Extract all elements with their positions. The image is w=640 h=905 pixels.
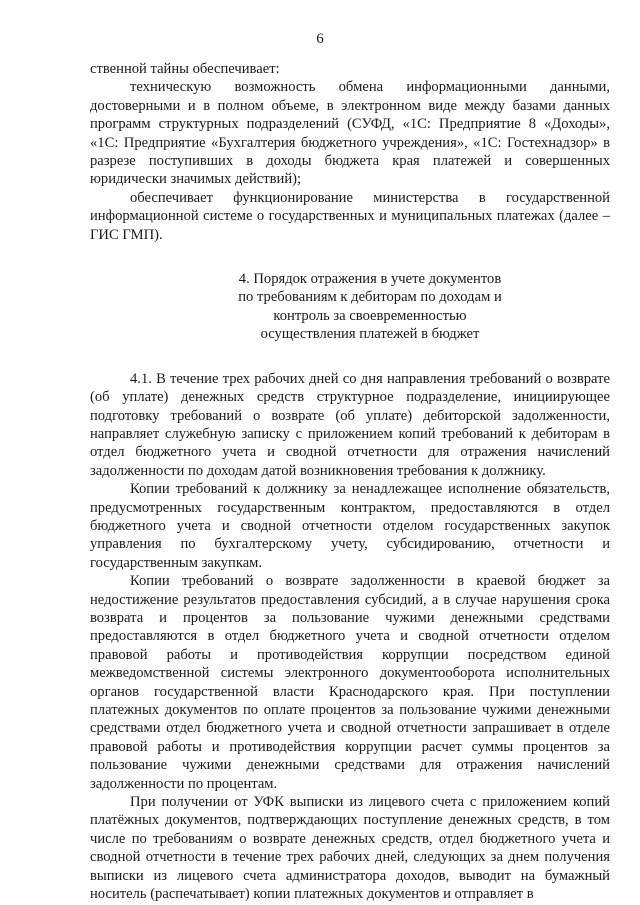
paragraph-continuation: ственной тайны обеспечивает: bbox=[90, 61, 280, 77]
paragraph-4-1: 4.1. В течение трех рабочих дней со дня направления требований о возврате (об уплате) денежных средств структурное подразделение, инициирующее подготовку требований о возврате (об уплате) дебиторской задолженности, направляет служебную записку с приложением копий требований к дебиторам в отдел бюджетного учета и сводной отчетности для отражения начислений задолженности по доходам датой возникновения требования к должнику. bbox=[90, 370, 610, 479]
paragraph-subsidy-requirements: Копии требований о возврате задолженности в краевой бюджет за недостижение результатов предоставления субсидий, а в случае нарушения срока возврата и процентов за пользование чужими денежными средствами предоставляются в отдел бюджетного учета и сводной отчетности отделом правовой работы и противодействия коррупции посредством единой межведомственной системы электронного документооборота исполнительных органов государственной власти Краснодарского края. При поступлении платежных документов по оплате процентов за пользование чужими денежными средствами отдел бюджетного учета и сводной отчетности запрашивает в отделе правовой работы и противодействия коррупции расчет суммы процентов за пользование чужими денежными средствами для отражения начислений задолженности по процентам. bbox=[90, 573, 610, 792]
paragraph-ufk-statement: При получении от УФК выписки из лицевого счета с приложением копий платёжных документов, подтверждающих поступление денежных средств, в том числе по требованиям о возврате денежных средств, отдел бюджетного учета и сводной отчетности в течение трех рабочих дней, следующих за днем получения выписки из лицевого счета администратора доходов, выводит на бумажный носитель (распечатывает) копии платежных документов и отправляет в bbox=[90, 794, 610, 903]
section-heading: 4. Порядок отражения в учете документов по требованиям к дебиторам по доходам и контроль за своевременностью осуществления платежей в бюджет bbox=[238, 271, 502, 343]
paragraph-gis-gmp: обеспечивает функционирование министерства в государственной информационной системе о государственных и муниципальных платежах (далее – ГИС ГМП). bbox=[90, 189, 610, 243]
paragraph-technical-capability: техническую возможность обмена информационными данными, достоверными и в полном объеме, в электронном виде между базами данных программ структурных подразделений (СУФД, «1С: Предприятие 8 «Доходы», «1С: Предприятие «Бухгалтерия бюджетного учреждения», «1С: Гостехнадзор» в разрезе поступивших в доходы бюджета края платежей и совершенных юридически значимых действий); bbox=[90, 79, 610, 188]
page-number: 6 bbox=[316, 31, 324, 47]
paragraph-contract-requirements: Копии требований к должнику за ненадлежащее исполнение обязательств, предусмотренных государственным контрактом, предоставляются в отдел бюджетного учета и сводной отчетности отделом государственных закупок управления по бухгалтерскому учету, субсидированию, отчетности и государственным закупкам. bbox=[90, 481, 610, 571]
document-body bbox=[90, 60, 610, 903]
